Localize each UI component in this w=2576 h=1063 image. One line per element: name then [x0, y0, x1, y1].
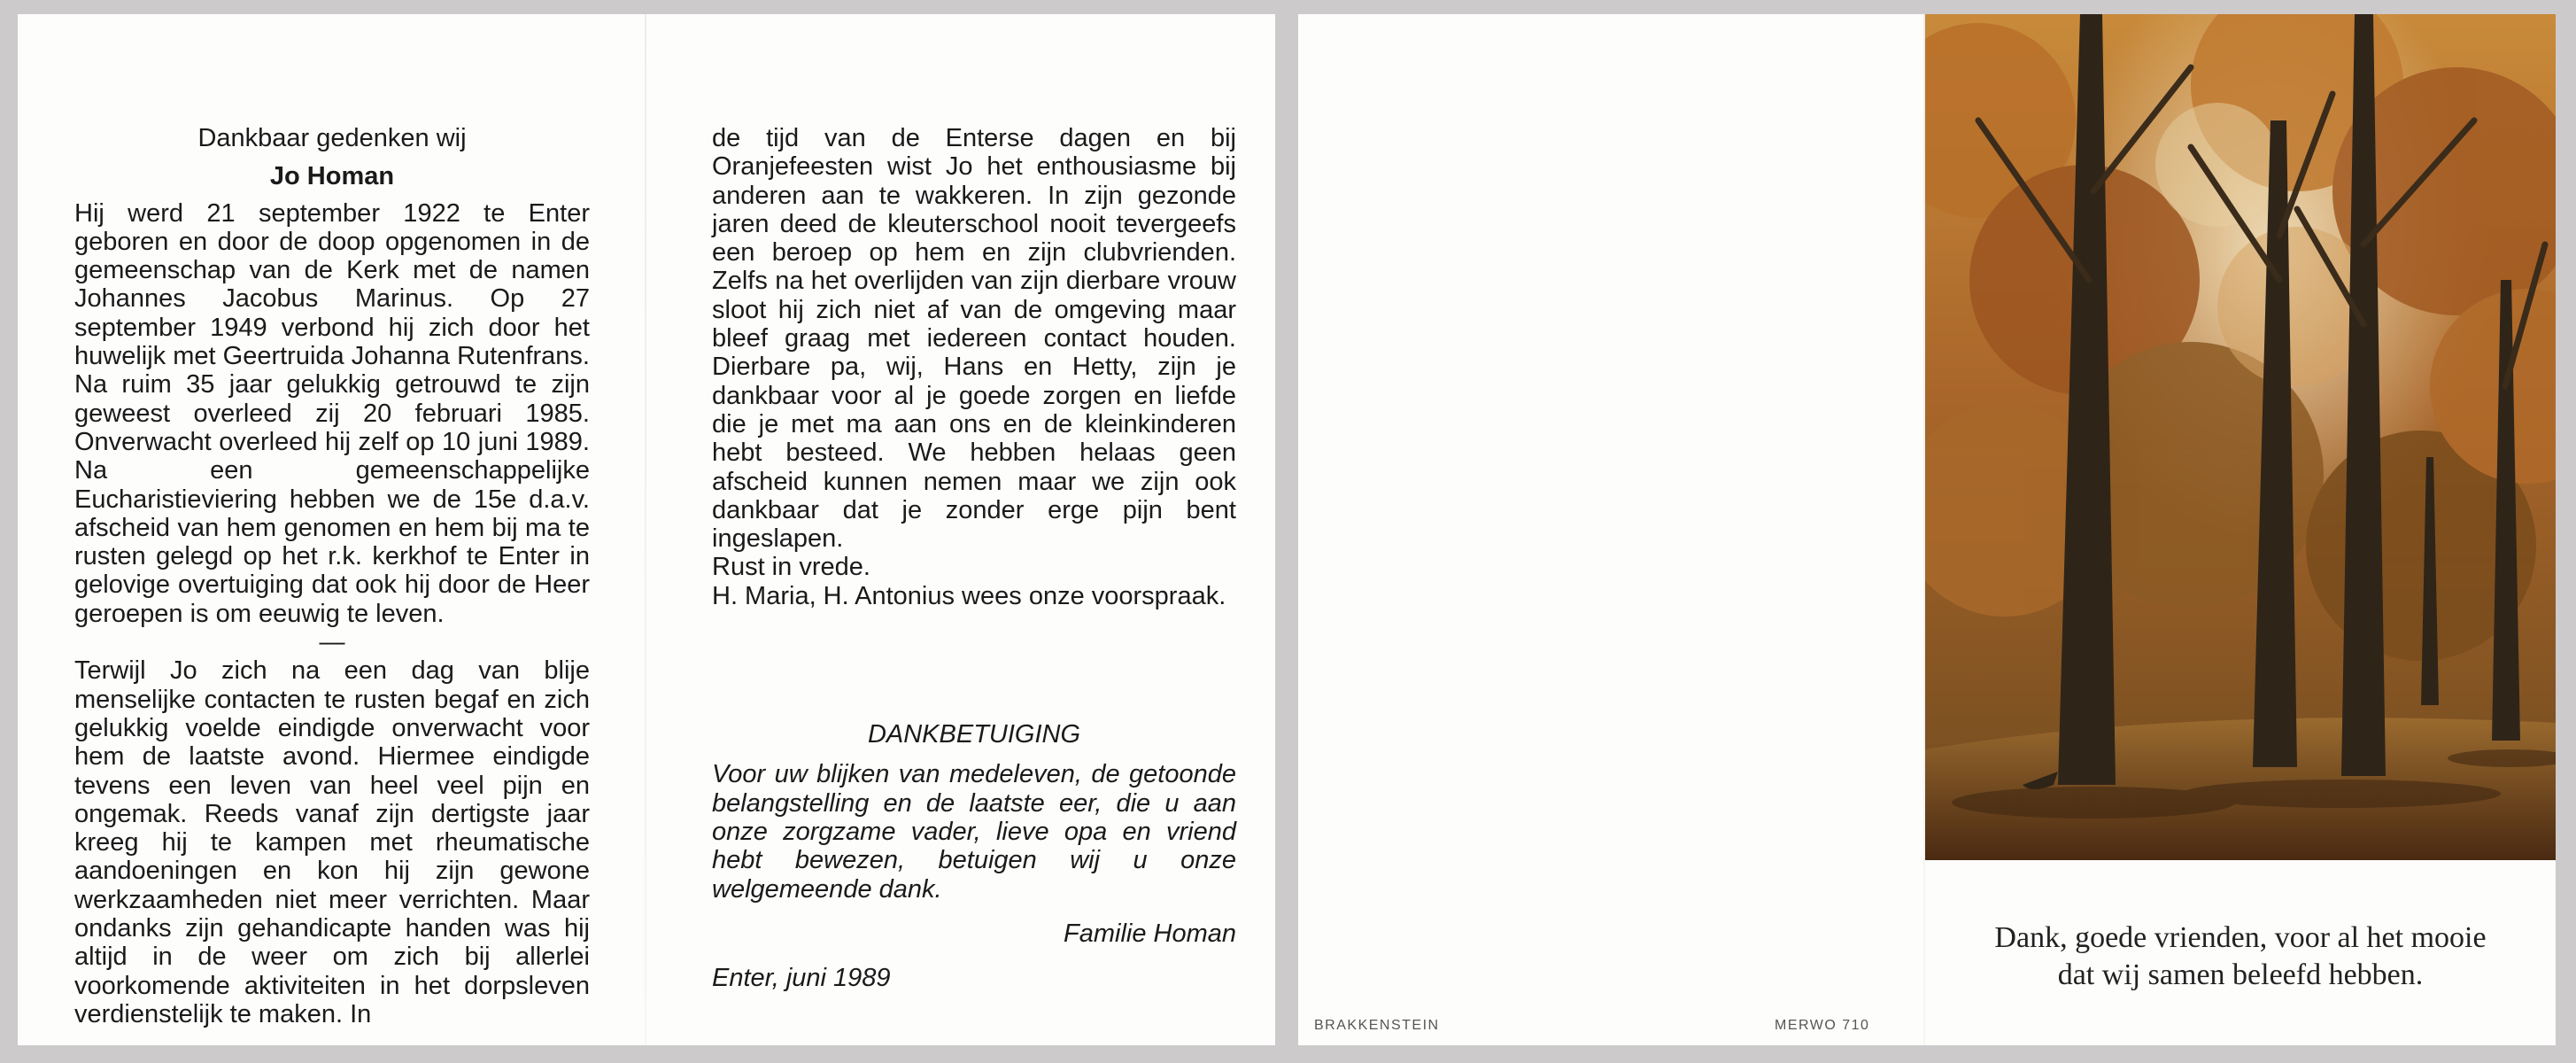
- thanks-text: Voor uw blijken van medeleven, de getoonde belangstelling en de laatste eer, die u aan onze zorgzame vader, lieve opa en vriend hebt bewezen, betuigen wij u onze welgemeende dank.: [712, 760, 1236, 904]
- publisher-mark: BRAKKENSTEIN: [1314, 1018, 1440, 1033]
- biography-paragraph: Hij werd 21 september 1922 te Enter geboren en door de doop opgenomen in de gemeenschap van de Kerk met de namen Johannes Jacobus Marinus. Op 27 september 1949 verbond hij zich door het huwelijk met Geertruida Johanna Rutenfrans. Na ruim 35 jaar gelukkig getrouwd te zijn geweest overleed zij 20 februari 1985. Onverwacht overleed hij zelf op 10 juni 1989. Na een gemeenschappelijke Eucharistieviering hebben we de 15e d.a.v. afscheid van hem genomen en hem bij ma te rusten gelegd op het r.k. kerkhof te Enter in gelovige overtuiging dat ook hij door de Heer geroepen is om eeuwig te leven.: [74, 198, 590, 628]
- left-text-column: [74, 124, 590, 1028]
- life-paragraph: Terwijl Jo zich na een dag van blije menselijke contacten te rusten begaf en zich gelukkig voelde eindigde onverwacht voor hem de laatste avond. Hiermee eindigde tevens een leven van heel veel pijn en ongemak. Reeds vanaf zijn dertigste jaar kreeg hij te kampen met rheumatische aandoeningen en kon hij zijn gewone werkzaamheden niet meer verrichten. Maar ondanks zijn gehandicapte handen was hij altijd in de weer om zich bij allerlei voorkomende aktiviteiten in het dorpsleven verdienstelijk te maken. In: [74, 656, 590, 1028]
- prayer-line: H. Maria, H. Antonius wees onze voorspraak.: [712, 581, 1226, 610]
- place-date: Enter, juni 1989: [712, 964, 891, 993]
- signature: Familie Homan: [1064, 919, 1236, 948]
- thanks-title: DANKBETUIGING: [867, 720, 1081, 749]
- deceased-name: Jo Homan: [269, 162, 395, 191]
- memories-paragraph: de tijd van de Enterse dagen en bij Oranjefeesten wist Jo het enthousiasme bij anderen aan te wakkeren. In zijn gezonde jaren deed de kleuterschool nooit tevergeefs een beroep op hem en zijn clubvrienden. Zelfs na het overlijden van zijn dierbare vrouw sloot hij zich niet af van de omgeving maar bleef graag met iedereen contact houden. Dierbare pa, wij, Hans en Hetty, zijn je dankbaar voor al je goede zorgen en liefde die je met ma aan ons en de kleinkinderen hebt besteed. We hebben helaas geen afscheid kunnen nemen maar we zijn ook dankbaar dat je zonder erge pijn bent ingeslapen.: [712, 124, 1236, 554]
- separator: —: [319, 628, 345, 657]
- product-code: MERWO 710: [1775, 1018, 1870, 1033]
- rest-in-peace: Rust in vrede.: [712, 553, 870, 582]
- right-text-column: [712, 124, 1236, 992]
- caption-line-1: Dank, goede vrienden, voor al het mooie: [1994, 921, 2487, 954]
- heading: Dankbaar gedenken wij: [197, 124, 467, 152]
- card-inside-sheet: [18, 14, 1275, 1045]
- caption: [1925, 919, 2556, 994]
- autumn-forest-photo: [1925, 14, 2556, 860]
- caption-line-2: dat wij samen beleefd hebben.: [2057, 958, 2424, 991]
- card-outside-sheet: [1298, 14, 2556, 1045]
- fold-line: [645, 14, 646, 1045]
